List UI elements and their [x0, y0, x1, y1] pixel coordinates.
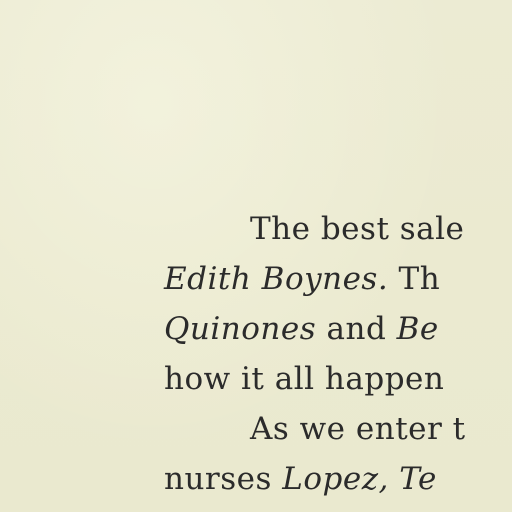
text-line	[164, 254, 512, 304]
name-text: Lopez, Te	[282, 461, 437, 497]
text-span: Th	[388, 261, 441, 297]
body-text	[164, 204, 512, 504]
text-line	[164, 454, 512, 504]
text-line	[164, 204, 512, 254]
text-span: The best sale	[250, 211, 465, 247]
name-text: Quinones	[164, 311, 317, 347]
text-span: nurses	[164, 461, 283, 497]
text-line	[164, 354, 512, 404]
name-text: Edith Boynes.	[164, 261, 389, 297]
text-line	[164, 404, 512, 454]
text-span: As we enter t	[250, 411, 466, 447]
text-span: how it all happen	[164, 361, 445, 397]
text-line	[164, 304, 512, 354]
name-text: Be	[396, 311, 439, 347]
text-span: and	[316, 311, 397, 347]
